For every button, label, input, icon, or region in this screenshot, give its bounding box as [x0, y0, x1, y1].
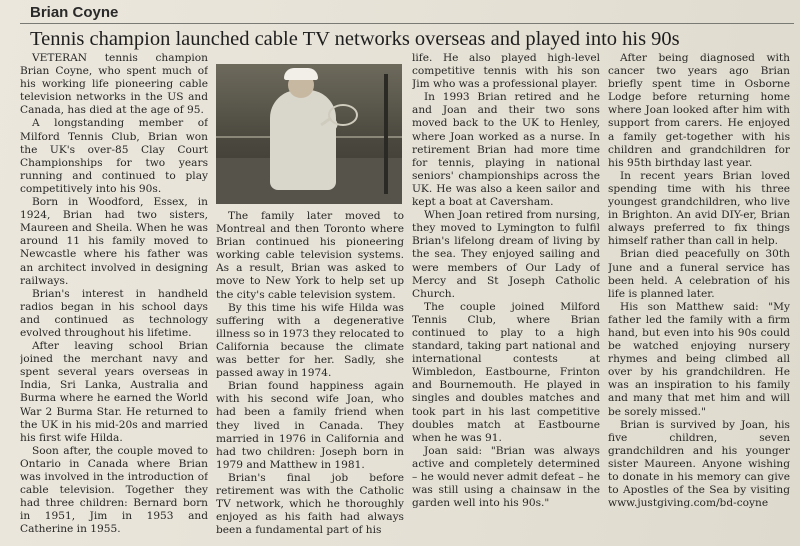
paragraph: The couple joined Milford Tennis Club, where Brian continued to play to a high standard, taking part national and international contests at Wimbledon, Eastbourne, Frinton and Bournemouth. He played in singles and doubles matches and took part in his last competitive doubles match at Eastbourne when he was 91. [412, 300, 600, 444]
pole-shape [384, 74, 388, 194]
article-columns [20, 52, 790, 546]
column-4 [608, 52, 790, 546]
paragraph: Soon after, the couple moved to Ontario in Canada where Brian was involved in the introduction of cable television. Together they had three children: Bernard born in 1951, Jim in 1953 and Catherine in 1955. [20, 444, 208, 536]
paragraph: Joan said: "Brian was always active and completely determined – he would never admit defeat – he was still using a chainsaw in the garden well into his 90s." [412, 444, 600, 510]
paragraph: Born in Woodford, Essex, in 1924, Brian had two sisters, Maureen and Sheila. When he was around 11 his family moved to Newcastle where his father was an architect involved in designing railways. [20, 196, 208, 287]
paragraph: After being diagnosed with cancer two years ago Brian briefly spent time in Osborne Lodge before returning home where Joan looked after him with support from carers. He enjoyed a family get-together with his children and grandchildren for his 95th birthday last year. [608, 52, 790, 169]
paragraph: In recent years Brian loved spending time with his three youngest grandchildren, who live in Brighton. An avid DIY-er, Brian always preferred to fix things himself rather than call in help. [608, 169, 790, 248]
tennis-player-photo [216, 64, 402, 204]
paragraph: His son Matthew said: "My father led the family with a firm hand, but even into his 90s could be watched enjoying nursery rhymes and being climbed all over by his grandchildren. He was an inspiration to his family and many that met him and will be sorely missed." [608, 300, 790, 418]
paragraph: A longstanding member of Milford Tennis Club, Brian won the UK's over-85 Clay Court Championships for two years running and continued to play competitively into his 90s. [20, 117, 208, 195]
header-rule [20, 23, 794, 24]
paragraph: The family later moved to Montreal and then Toronto where Brian continued his pioneering working cable television systems. As a result, Brian was asked to move to New York to help set up the city's cable television system. [216, 210, 404, 301]
player-cap [284, 68, 318, 80]
headline: Tennis champion launched cable TV networks overseas and played into his 90s [30, 28, 680, 50]
paragraph: Brian found happiness again with his second wife Joan, who had been a family friend when they lived in Canada. They married in 1976 in California and had two children: Joseph born in 1979 and Matthew in 1981. [216, 380, 404, 471]
column-1 [20, 52, 208, 546]
column-3 [412, 52, 600, 546]
paragraph: Brian died peacefully on 30th June and a funeral service has been held. A celebration of his life is planned later. [608, 248, 790, 300]
paragraph: VETERAN tennis champion Brian Coyne, who spent much of his working life pioneering cable television networks in the US and Canada, has died at the age of 95. [20, 52, 208, 117]
paragraph: After leaving school Brian joined the merchant navy and spent several years overseas in India, Sri Lanka, Australia and Burma where he earned the World War 2 Burma Star. He returned to the UK in his mid-20s and married his first wife Hilda. [20, 340, 208, 444]
paragraph: Brian is survived by Joan, his five children, seven grandchildren and his younger sister Maureen. Anyone wishing to donate in his memory can give to Apostles of the Sea by visiting www.justgiving.com/bd-coyne [608, 418, 790, 510]
racquet-icon [328, 104, 358, 126]
section-name: Brian Coyne [30, 4, 119, 21]
paragraph: Brian's interest in handheld radios began in his school days and continued as technology evolved throughout his lifetime. [20, 287, 208, 339]
paragraph: life. He also played high-level competitive tennis with his son Jim who was a professional player. [412, 52, 600, 91]
paragraph: By this time his wife Hilda was suffering with a degenerative illness so in 1973 they relocated to California because the climate was better for her. Sadly, she passed away in 1974. [216, 301, 404, 380]
paragraph: Brian's final job before retirement was with the Catholic TV network, which he thoroughly enjoyed as his faith had always been a fundamental part of his [216, 471, 404, 537]
paragraph: When Joan retired from nursing, they moved to Lymington to fulfil Brian's lifelong dream of living by the sea. They enjoyed sailing and were members of Our Lady of Mercy and St Joseph Catholic Church. [412, 209, 600, 300]
column-2 [216, 52, 404, 546]
paragraph: In 1993 Brian retired and he and Joan and their two sons moved back to the UK to Henley, where Joan worked as a nurse. In retirement Brian had more time for tennis, playing in national seniors' championships across the UK. He was also a keen sailor and kept a boat at Caversham. [412, 91, 600, 209]
